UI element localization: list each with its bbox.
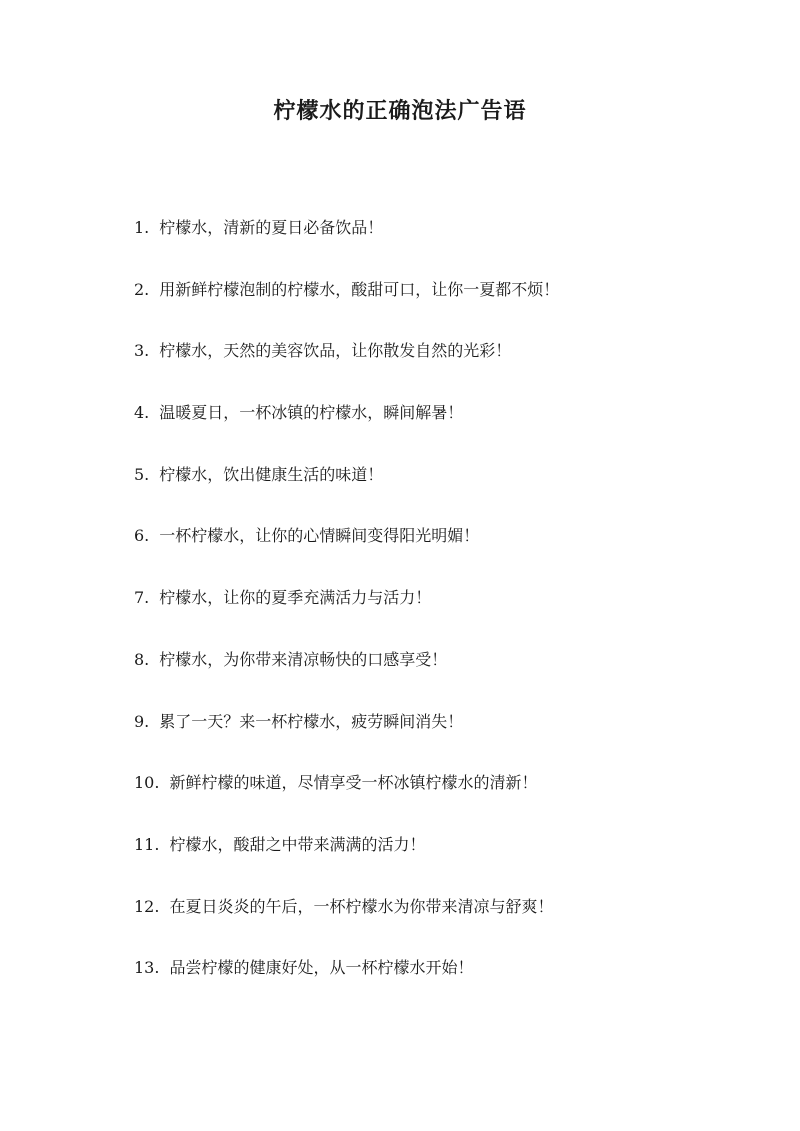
list-item <box>134 401 694 463</box>
item-number: 7. <box>134 588 150 608</box>
item-text: 柠檬水，为你带来清凉畅快的口感享受！ <box>159 649 448 669</box>
list-item <box>134 833 694 895</box>
page-title: 柠檬水的正确泡法广告语 <box>273 98 527 124</box>
list-item <box>134 771 694 833</box>
list-item <box>134 648 694 710</box>
item-text: 一杯柠檬水，让你的心情瞬间变得阳光明媚！ <box>159 526 480 546</box>
item-text: 柠檬水，酸甜之中带来满满的活力！ <box>169 834 426 854</box>
list-item <box>134 463 694 525</box>
item-text: 在夏日炎炎的午后，一杯柠檬水为你带来清凉与舒爽！ <box>169 896 554 916</box>
list-item <box>134 586 694 648</box>
item-number: 10. <box>134 773 160 793</box>
item-number: 5. <box>134 464 150 484</box>
item-text: 柠檬水，清新的夏日必备饮品！ <box>159 218 384 237</box>
list-item <box>134 956 694 1018</box>
item-number: 3. <box>134 341 150 361</box>
item-text: 新鲜柠檬的味道，尽情享受一杯冰镇柠檬水的清新！ <box>169 773 538 793</box>
list-item <box>134 339 694 401</box>
item-text: 用新鲜柠檬泡制的柠檬水，酸甜可口，让你一夏都不烦！ <box>159 279 560 299</box>
item-text: 柠檬水，天然的美容饮品，让你散发自然的光彩！ <box>159 341 512 361</box>
item-text: 温暖夏日，一杯冰镇的柠檬水，瞬间解暑！ <box>159 403 464 423</box>
item-text: 柠檬水，让你的夏季充满活力与活力！ <box>159 588 432 608</box>
item-number: 11. <box>134 834 160 854</box>
list-item <box>134 524 694 586</box>
item-number: 1. <box>134 218 150 237</box>
item-number: 6. <box>134 526 150 546</box>
list-item <box>134 216 694 278</box>
item-number: 13. <box>134 958 160 978</box>
item-number: 9. <box>134 711 150 731</box>
item-number: 2. <box>134 279 150 299</box>
list-item <box>134 710 694 772</box>
list-item <box>134 895 694 957</box>
item-text: 累了一天？来一杯柠檬水，疲劳瞬间消失！ <box>159 711 464 731</box>
list-item <box>134 278 694 340</box>
item-text: 品尝柠檬的健康好处，从一杯柠檬水开始！ <box>169 958 474 978</box>
item-number: 12. <box>134 896 160 916</box>
item-number: 4. <box>134 403 150 423</box>
item-text: 柠檬水，饮出健康生活的味道！ <box>159 464 384 484</box>
slogan-list <box>134 216 694 1018</box>
item-number: 8. <box>134 649 150 669</box>
